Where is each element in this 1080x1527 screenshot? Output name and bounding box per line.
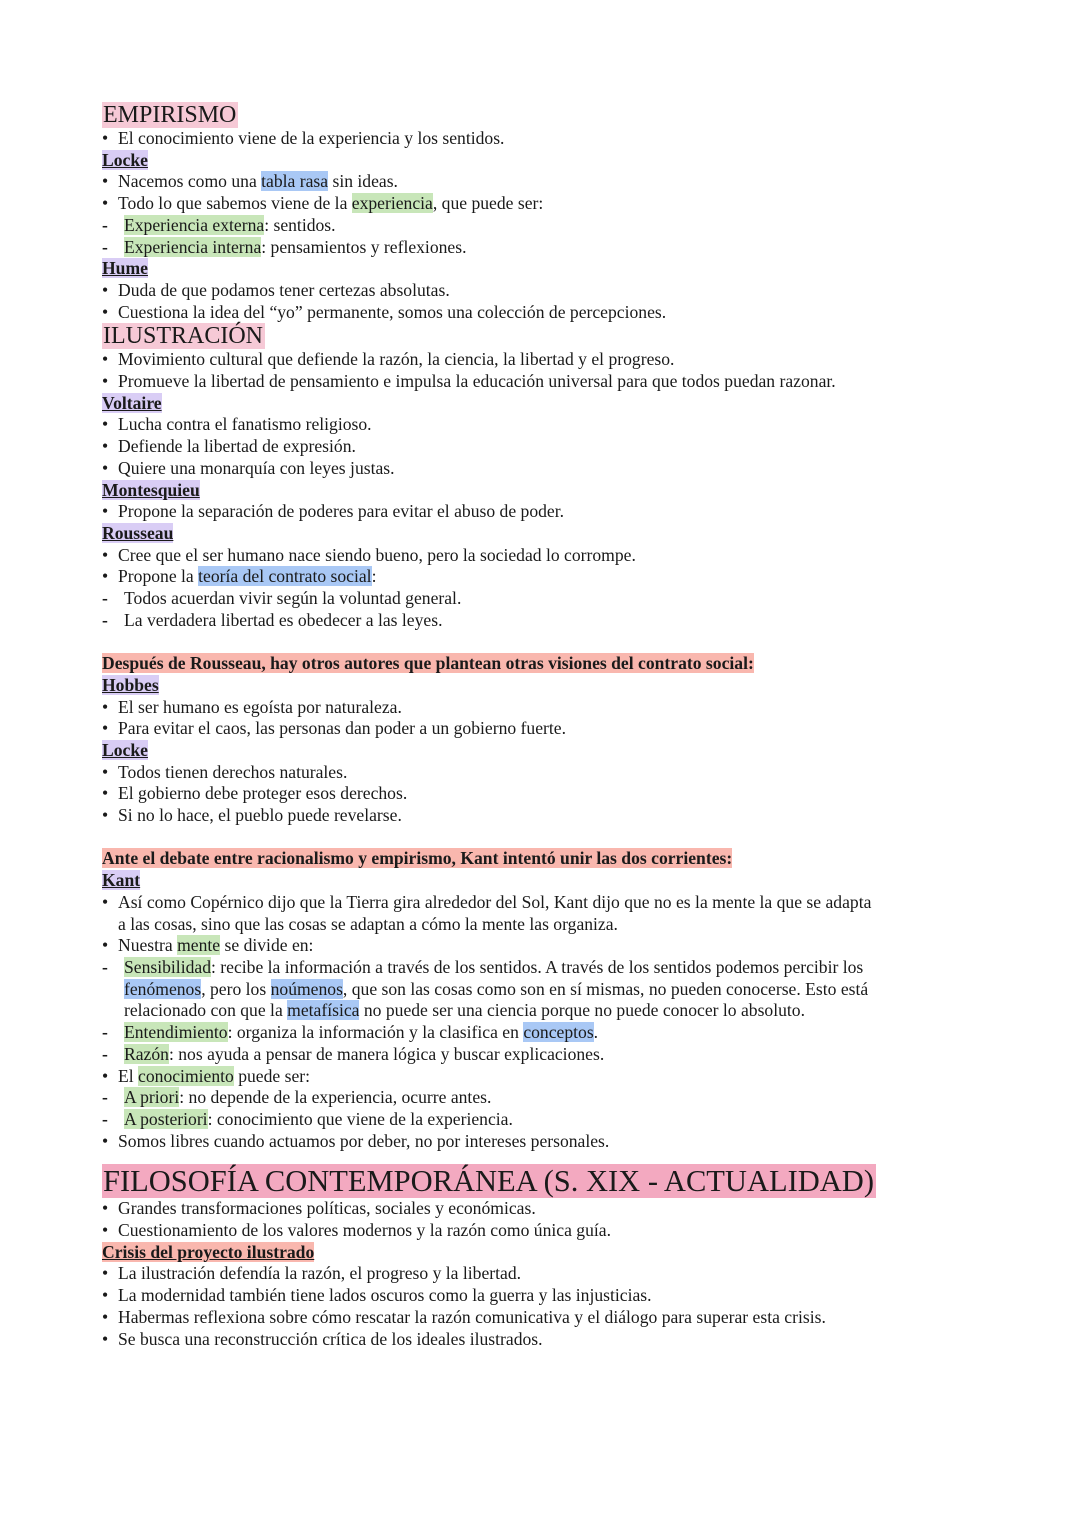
- subheading-crisis: Crisis del proyecto ilustrado: [102, 1241, 315, 1262]
- bullet: • Para evitar el caos, las personas dan poder a un gobierno fuerte.: [102, 718, 1002, 740]
- bullet: • Lucha contra el fanatismo religioso.: [102, 414, 1002, 436]
- author-heading-rousseau: Rousseau: [102, 522, 174, 543]
- dash-item: - A priori: no depende de la experiencia, ocurre antes.: [102, 1087, 1002, 1109]
- bullet: • El gobierno debe proteger esos derechos.: [102, 783, 1002, 805]
- bullet: • Cuestiona la idea del “yo” permanente, somos una colección de percepciones.: [102, 302, 1002, 324]
- banner-contrato-social: Después de Rousseau, hay otros autores que plantean otras visiones del contrato social:: [102, 653, 754, 674]
- bullet: • Todos tienen derechos naturales.: [102, 762, 1002, 784]
- bullet: • Movimiento cultural que defiende la razón, la ciencia, la libertad y el progreso.: [102, 349, 1002, 371]
- bullet: • El ser humano es egoísta por naturaleza.: [102, 697, 1002, 719]
- bullet: • Cuestionamiento de los valores modernos y la razón como única guía.: [102, 1220, 1002, 1242]
- bullet: • Defiende la libertad de expresión.: [102, 436, 1002, 458]
- author-heading-voltaire: Voltaire: [102, 392, 162, 413]
- bullet: • Cree que el ser humano nace siendo bueno, pero la sociedad lo corrompe.: [102, 545, 1002, 567]
- author-heading-locke-2: Locke: [102, 739, 148, 760]
- bullet: • Somos libres cuando actuamos por deber, no por intereses personales.: [102, 1131, 1002, 1153]
- spacer: [102, 827, 1002, 849]
- bullet: • La modernidad también tiene lados oscuros como la guerra y las injusticias.: [102, 1285, 1002, 1307]
- dash-item: - Experiencia externa: sentidos.: [102, 215, 1002, 237]
- dash-item: - Experiencia interna: pensamientos y reflexiones.: [102, 237, 1002, 259]
- bullet: • Nacemos como una tabla rasa sin ideas.: [102, 171, 1002, 193]
- bullet: • Duda de que podamos tener certezas absolutas.: [102, 280, 1002, 302]
- section-title-empirismo: EMPIRISMO: [103, 102, 237, 128]
- bullet: • Promueve la libertad de pensamiento e impulsa la educación universal para que todos puedan razonar.: [102, 371, 1002, 393]
- dash-item: - Todos acuerdan vivir según la voluntad general.: [102, 588, 1002, 610]
- bullet: • Nuestra mente se divide en:: [102, 935, 1002, 957]
- bullet: • Propone la teoría del contrato social:: [102, 566, 1002, 588]
- dash-item: - A posteriori: conocimiento que viene de la experiencia.: [102, 1109, 1002, 1131]
- dash-item: - Razón: nos ayuda a pensar de manera lógica y buscar explicaciones.: [102, 1044, 1002, 1066]
- bullet: • El conocimiento viene de la experiencia y los sentidos.: [102, 128, 1002, 150]
- bullet-continuation: a las cosas, sino que las cosas se adaptan a cómo la mente las organiza.: [118, 913, 618, 934]
- bullet: • Así como Copérnico dijo que la Tierra gira alrededor del Sol, Kant dijo que no es la mente la que se adapta: [102, 892, 1002, 914]
- author-heading-locke: Locke: [102, 149, 148, 170]
- dash-continuation: relacionado con que la metafísica no puede ser una ciencia porque no puede conocer lo absoluto.: [124, 1000, 806, 1021]
- bullet: • Grandes transformaciones políticas, sociales y económicas.: [102, 1198, 1002, 1220]
- dash-item: - Entendimiento: organiza la información y la clasifica en conceptos.: [102, 1022, 1002, 1044]
- dash-item: - La verdadera libertad es obedecer a las leyes.: [102, 610, 1002, 632]
- section-title-ilustracion: ILUSTRACIÓN: [103, 323, 263, 350]
- bullet: • Propone la separación de poderes para evitar el abuso de poder.: [102, 501, 1002, 523]
- section-title-contemporanea: FILOSOFÍA CONTEMPORÁNEA (S. XIX - ACTUALIDAD): [103, 1164, 874, 1199]
- spacer: [102, 631, 1002, 653]
- bullet: • Todo lo que sabemos viene de la experiencia, que puede ser:: [102, 193, 1002, 215]
- bullet: • Habermas reflexiona sobre cómo rescatar la razón comunicativa y el diálogo para superar esta crisis.: [102, 1307, 1002, 1329]
- bullet: • Se busca una reconstrucción crítica de los ideales ilustrados.: [102, 1329, 1002, 1351]
- author-heading-kant: Kant: [102, 870, 141, 891]
- bullet: • El conocimiento puede ser:: [102, 1066, 1002, 1088]
- dash-item: - Sensibilidad: recibe la información a través de los sentidos. A través de los sentidos podemos percibir los: [102, 957, 1002, 979]
- notes-page: [102, 102, 1002, 1350]
- bullet: • La ilustración defendía la razón, el progreso y la libertad.: [102, 1263, 1002, 1285]
- author-heading-hume: Hume: [102, 258, 148, 279]
- dash-continuation: fenómenos, pero los noúmenos, que son las cosas como son en sí mismas, no pueden conocerse. Esto está: [124, 978, 869, 999]
- author-heading-montesquieu: Montesquieu: [102, 479, 200, 500]
- bullet: • Si no lo hace, el pueblo puede revelarse.: [102, 805, 1002, 827]
- bullet: • Quiere una monarquía con leyes justas.: [102, 458, 1002, 480]
- banner-kant: Ante el debate entre racionalismo y empirismo, Kant intentó unir las dos corrientes:: [102, 848, 733, 869]
- author-heading-hobbes: Hobbes: [102, 674, 159, 695]
